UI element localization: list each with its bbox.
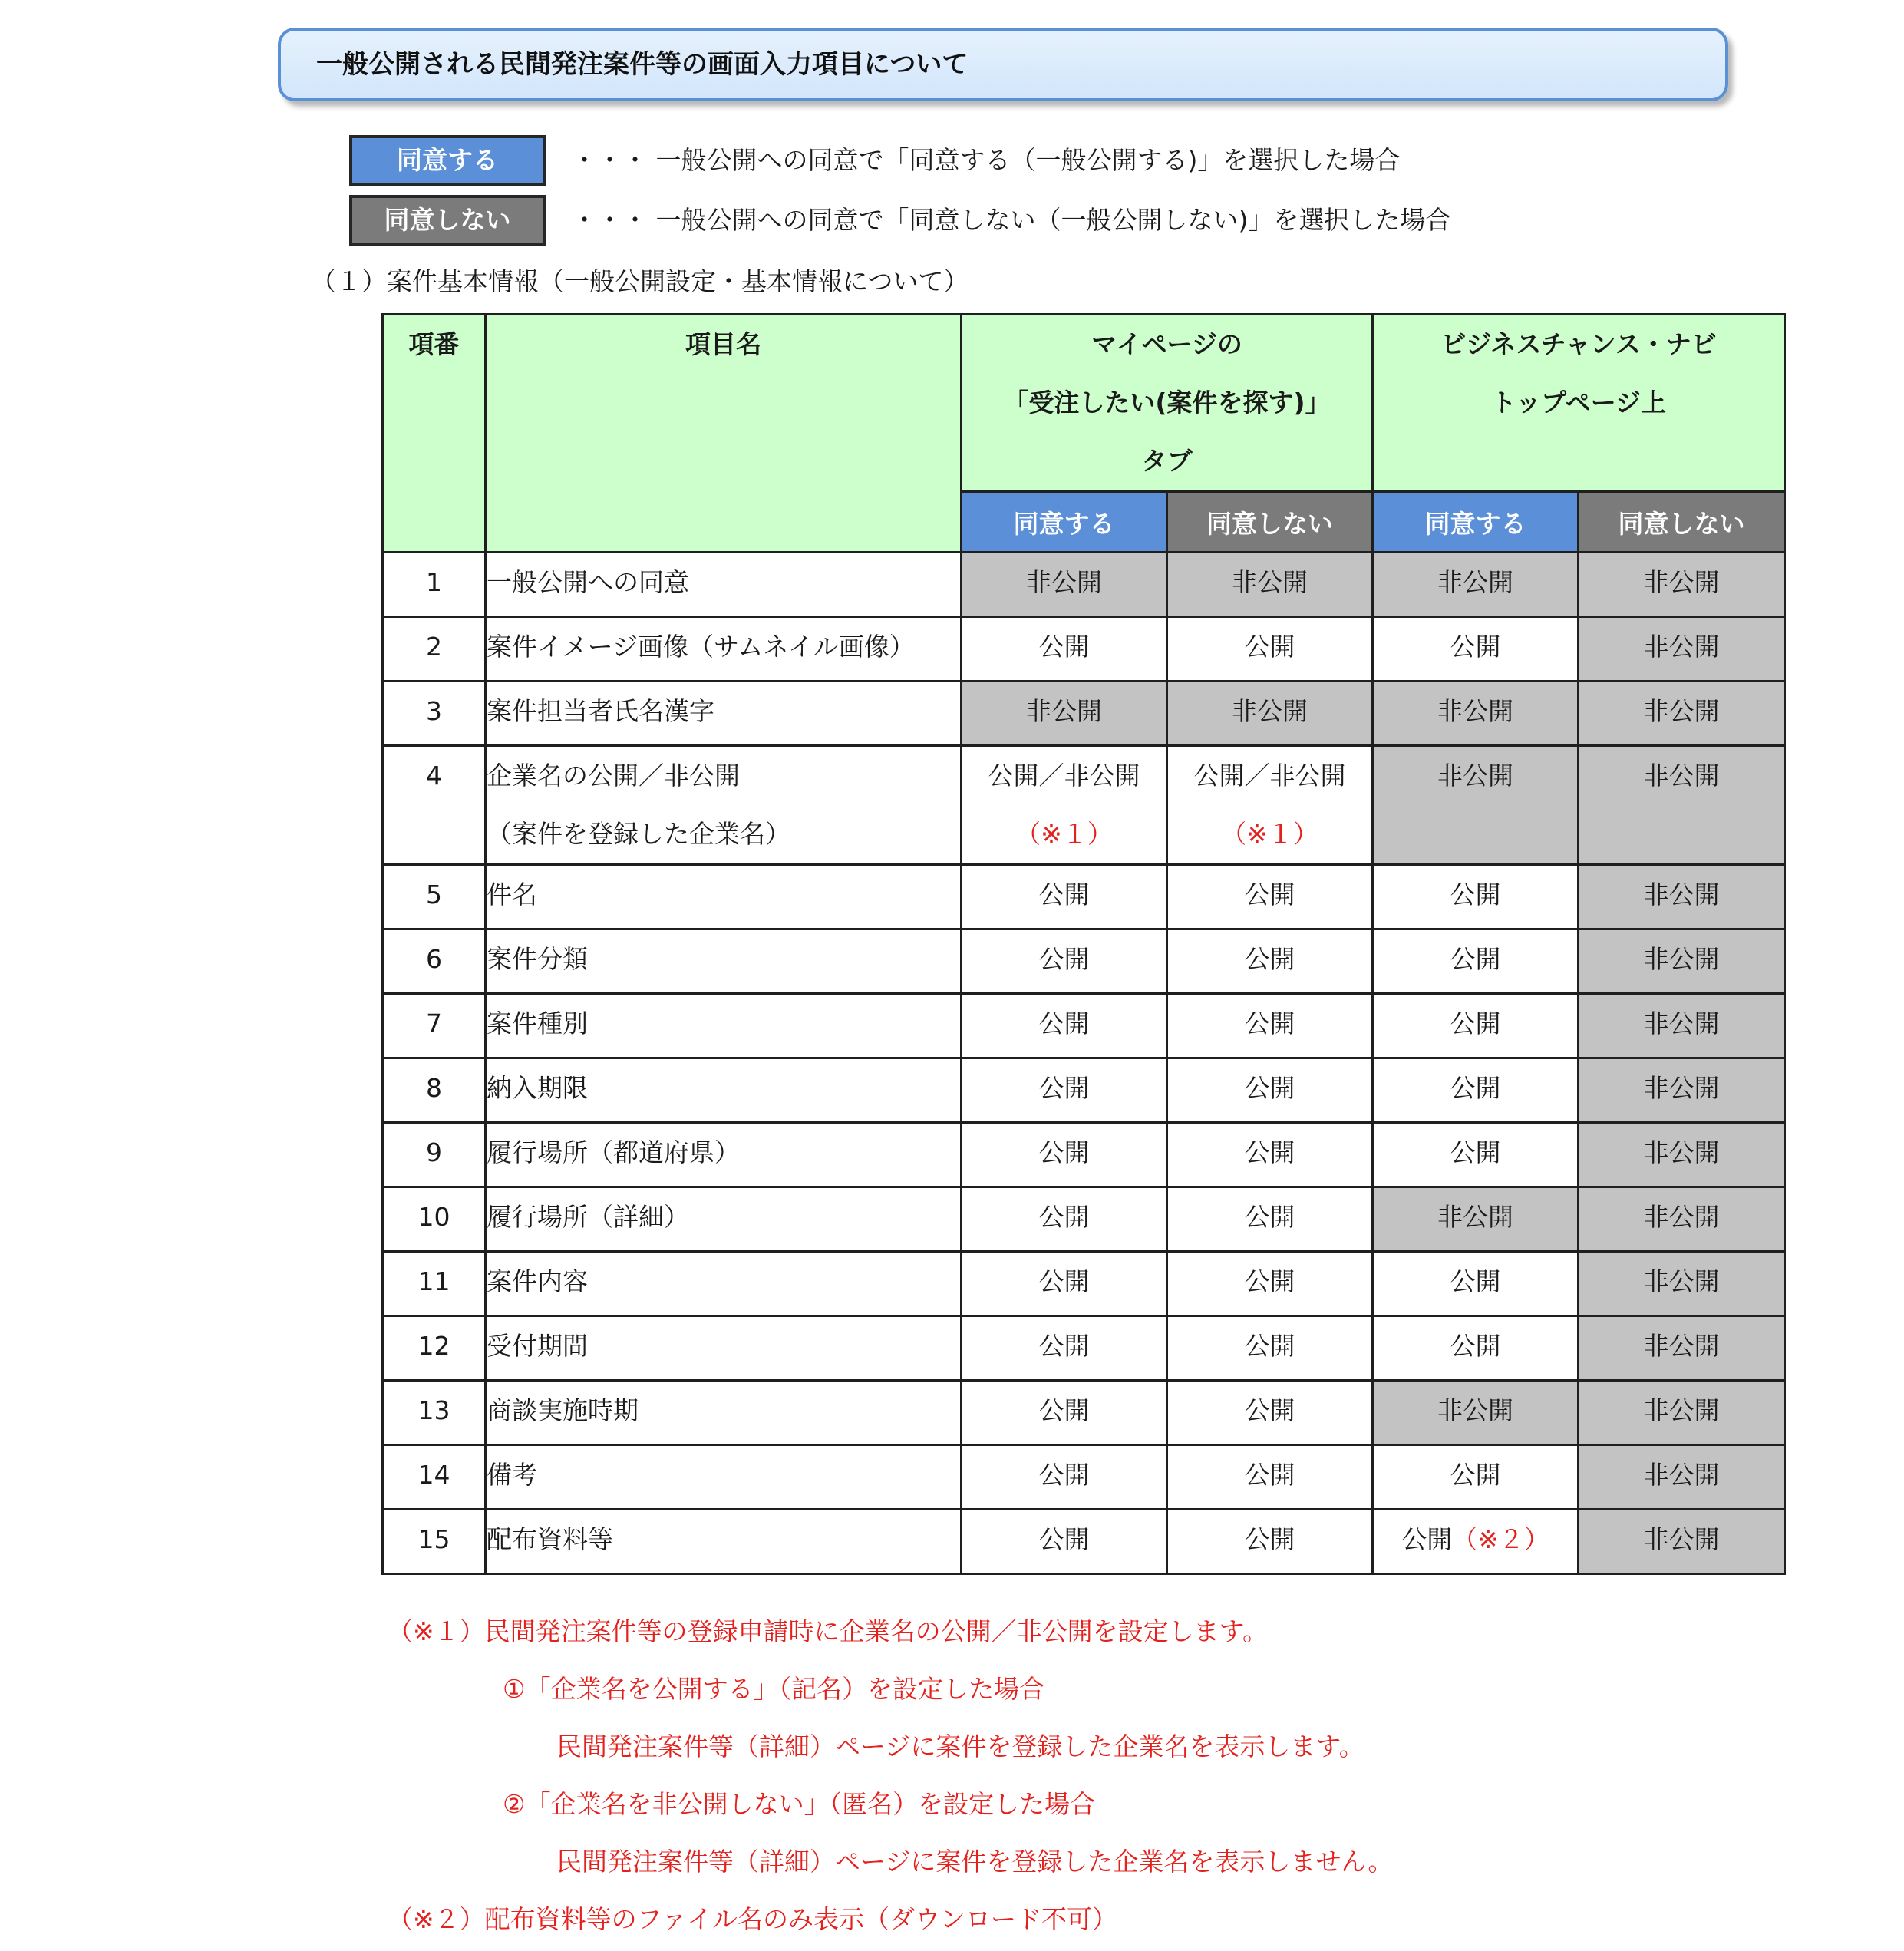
header-mypage-line3: タブ xyxy=(1141,446,1193,476)
footnote-1: （※１）民間発注案件等の登録申請時に企業名の公開／非公開を設定します。 xyxy=(388,1616,1269,1646)
row-item-name-line1: 企業名の公開／非公開 xyxy=(487,761,740,791)
cell-toppage-agree: 非公開 xyxy=(1373,682,1579,746)
footnote-1-case-a-detail: 民間発注案件等（詳細）ページに案件を登録した企業名を表示します。 xyxy=(556,1731,1364,1761)
cell-toppage-disagree: 非公開 xyxy=(1579,1123,1785,1187)
cell-mypage-disagree: 公開 xyxy=(1167,1187,1373,1252)
row-number: 10 xyxy=(383,1187,486,1252)
row-number: 3 xyxy=(383,682,486,746)
footnote-2: （※２）配布資料等のファイル名のみ表示（ダウンロード不可） xyxy=(388,1904,1117,1934)
table-row xyxy=(383,1445,1785,1510)
cell-value: 公開／非公開 xyxy=(988,761,1140,791)
cell-mypage-agree: 非公開 xyxy=(962,553,1167,617)
cell-toppage-agree: 非公開 xyxy=(1373,1187,1579,1252)
table-row xyxy=(383,1316,1785,1381)
row-number: 2 xyxy=(383,617,486,682)
row-number: 1 xyxy=(383,553,486,617)
row-number: 5 xyxy=(383,865,486,929)
cell-mypage-disagree: 公開 xyxy=(1167,1058,1373,1123)
cell-toppage-disagree: 非公開 xyxy=(1579,1058,1785,1123)
footnote-1-case-b: ②「企業名を非公開しない」（匿名）を設定した場合 xyxy=(503,1789,1096,1819)
cell-toppage-disagree: 非公開 xyxy=(1579,617,1785,682)
row-item-name: 受付期間 xyxy=(486,1316,962,1381)
legend-agree-badge: 同意する xyxy=(349,135,546,186)
cell-mypage-agree: 公開 xyxy=(962,1187,1167,1252)
legend-disagree-text: ・・・ 一般公開への同意で「同意しない（一般公開しない)」を選択した場合 xyxy=(572,205,1451,235)
cell-mypage-disagree: 公開 xyxy=(1167,1381,1373,1445)
legend-agree-text: ・・・ 一般公開への同意で「同意する（一般公開する)」を選択した場合 xyxy=(572,145,1401,175)
cell-mypage-agree: 公開 xyxy=(962,1445,1167,1510)
cell-mypage-agree: 公開 xyxy=(962,1510,1167,1574)
table-row xyxy=(383,994,1785,1058)
cell-toppage-disagree: 非公開 xyxy=(1579,1445,1785,1510)
cell-toppage-disagree: 非公開 xyxy=(1579,1252,1785,1316)
row-item-name: 納入期限 xyxy=(486,1058,962,1123)
cell-mypage-disagree: 公開 xyxy=(1167,1445,1373,1510)
row-number: 4 xyxy=(383,746,486,865)
cell-toppage-agree: 公開 xyxy=(1373,1445,1579,1510)
cell-mypage-agree xyxy=(962,746,1167,865)
header-no: 項番 xyxy=(383,315,486,553)
section-title: （１）案件基本情報（一般公開設定・基本情報について） xyxy=(311,266,969,296)
cell-mypage-agree: 公開 xyxy=(962,1381,1167,1445)
cell-mypage-disagree: 非公開 xyxy=(1167,682,1373,746)
cell-toppage-agree: 非公開 xyxy=(1373,746,1579,865)
cell-mypage-disagree: 公開 xyxy=(1167,1123,1373,1187)
row-item-name-line2: （案件を登録した企業名） xyxy=(487,819,790,849)
row-item-name: 案件種別 xyxy=(486,994,962,1058)
table-row xyxy=(383,929,1785,994)
cell-toppage-disagree: 非公開 xyxy=(1579,682,1785,746)
cell-toppage-agree: 公開 xyxy=(1373,865,1579,929)
row-number: 9 xyxy=(383,1123,486,1187)
cell-mypage-disagree: 公開 xyxy=(1167,1510,1373,1574)
cell-mypage-agree: 公開 xyxy=(962,929,1167,994)
row-number: 15 xyxy=(383,1510,486,1574)
table-row xyxy=(383,553,1785,617)
row-number: 12 xyxy=(383,1316,486,1381)
cell-footnote-ref: （※１） xyxy=(1015,819,1113,849)
cell-mypage-disagree: 公開 xyxy=(1167,929,1373,994)
table-row xyxy=(383,1381,1785,1445)
cell-mypage-disagree: 公開 xyxy=(1167,994,1373,1058)
row-number: 13 xyxy=(383,1381,486,1445)
cell-footnote-ref: （※２） xyxy=(1452,1524,1549,1554)
table-row xyxy=(383,617,1785,682)
row-item-name: 商談実施時期 xyxy=(486,1381,962,1445)
header-toppage-line2: トップページ上 xyxy=(1491,388,1667,418)
row-number: 8 xyxy=(383,1058,486,1123)
disclosure-table xyxy=(381,313,1786,1575)
header-mypage-agree: 同意する xyxy=(962,492,1167,553)
cell-toppage-agree: 公開 xyxy=(1373,617,1579,682)
table-row xyxy=(383,746,1785,865)
table-row xyxy=(383,1058,1785,1123)
row-item-name: 一般公開への同意 xyxy=(486,553,962,617)
header-toppage xyxy=(1373,315,1785,492)
table-row xyxy=(383,1510,1785,1574)
cell-toppage-disagree: 非公開 xyxy=(1579,1187,1785,1252)
row-item-name: 配布資料等 xyxy=(486,1510,962,1574)
cell-toppage-disagree: 非公開 xyxy=(1579,1510,1785,1574)
row-number: 14 xyxy=(383,1445,486,1510)
cell-toppage-disagree: 非公開 xyxy=(1579,994,1785,1058)
row-item-name: 備考 xyxy=(486,1445,962,1510)
table-row xyxy=(383,1252,1785,1316)
cell-toppage-disagree: 非公開 xyxy=(1579,1381,1785,1445)
cell-mypage-agree: 公開 xyxy=(962,1123,1167,1187)
cell-mypage-disagree: 公開 xyxy=(1167,617,1373,682)
footnote-1-case-a: ①「企業名を公開する」（記名）を設定した場合 xyxy=(503,1674,1045,1704)
cell-toppage-disagree: 非公開 xyxy=(1579,553,1785,617)
header-toppage-agree: 同意する xyxy=(1373,492,1579,553)
header-name: 項目名 xyxy=(486,315,962,553)
cell-mypage-agree: 公開 xyxy=(962,1252,1167,1316)
cell-mypage-agree: 公開 xyxy=(962,617,1167,682)
cell-mypage-disagree: 非公開 xyxy=(1167,553,1373,617)
cell-value: 公開／非公開 xyxy=(1193,761,1346,791)
cell-mypage-agree: 公開 xyxy=(962,994,1167,1058)
header-mypage xyxy=(962,315,1373,492)
header-mypage-disagree: 同意しない xyxy=(1167,492,1373,553)
row-item-name: 案件担当者氏名漢字 xyxy=(486,682,962,746)
page-title-box xyxy=(278,28,1728,101)
row-item-name: 案件イメージ画像（サムネイル画像） xyxy=(486,617,962,682)
cell-value: 公開 xyxy=(1401,1524,1453,1554)
header-toppage-disagree: 同意しない xyxy=(1579,492,1785,553)
header-mypage-line1: マイページの xyxy=(1091,329,1242,359)
cell-toppage-disagree: 非公開 xyxy=(1579,746,1785,865)
row-number: 6 xyxy=(383,929,486,994)
table-row xyxy=(383,682,1785,746)
cell-mypage-agree: 公開 xyxy=(962,865,1167,929)
footnote-1-case-b-detail: 民間発注案件等（詳細）ページに案件を登録した企業名を表示しません。 xyxy=(556,1847,1394,1877)
header-toppage-line1: ビジネスチャンス・ナビ xyxy=(1440,329,1717,359)
cell-toppage-agree: 公開 xyxy=(1373,929,1579,994)
cell-toppage-agree: 公開 xyxy=(1373,1316,1579,1381)
legend-disagree-badge: 同意しない xyxy=(349,195,546,246)
cell-toppage-agree xyxy=(1373,1510,1579,1574)
cell-toppage-disagree: 非公開 xyxy=(1579,1316,1785,1381)
cell-mypage-disagree: 公開 xyxy=(1167,1316,1373,1381)
cell-toppage-disagree: 非公開 xyxy=(1579,929,1785,994)
table-row xyxy=(383,865,1785,929)
cell-toppage-agree: 公開 xyxy=(1373,1252,1579,1316)
row-item-name: 案件分類 xyxy=(486,929,962,994)
row-item-name xyxy=(486,746,962,865)
cell-mypage-agree: 非公開 xyxy=(962,682,1167,746)
cell-toppage-agree: 公開 xyxy=(1373,1058,1579,1123)
page-title: 一般公開される民間発注案件等の画面入力項目について xyxy=(316,49,968,80)
row-number: 11 xyxy=(383,1252,486,1316)
row-item-name: 履行場所（都道府県） xyxy=(486,1123,962,1187)
table-row xyxy=(383,1187,1785,1252)
cell-footnote-ref: （※１） xyxy=(1221,819,1318,849)
cell-toppage-agree: 公開 xyxy=(1373,994,1579,1058)
cell-mypage-agree: 公開 xyxy=(962,1058,1167,1123)
row-item-name: 履行場所（詳細） xyxy=(486,1187,962,1252)
cell-toppage-agree: 非公開 xyxy=(1373,1381,1579,1445)
row-item-name: 案件内容 xyxy=(486,1252,962,1316)
cell-mypage-disagree: 公開 xyxy=(1167,1252,1373,1316)
cell-mypage-agree: 公開 xyxy=(962,1316,1167,1381)
row-item-name: 件名 xyxy=(486,865,962,929)
cell-toppage-agree: 非公開 xyxy=(1373,553,1579,617)
header-mypage-line2: 「受注したい(案件を探す)」 xyxy=(1003,388,1331,418)
row-number: 7 xyxy=(383,994,486,1058)
cell-mypage-disagree: 公開 xyxy=(1167,865,1373,929)
cell-toppage-agree: 公開 xyxy=(1373,1123,1579,1187)
cell-toppage-disagree: 非公開 xyxy=(1579,865,1785,929)
table-row xyxy=(383,1123,1785,1187)
cell-mypage-disagree xyxy=(1167,746,1373,865)
